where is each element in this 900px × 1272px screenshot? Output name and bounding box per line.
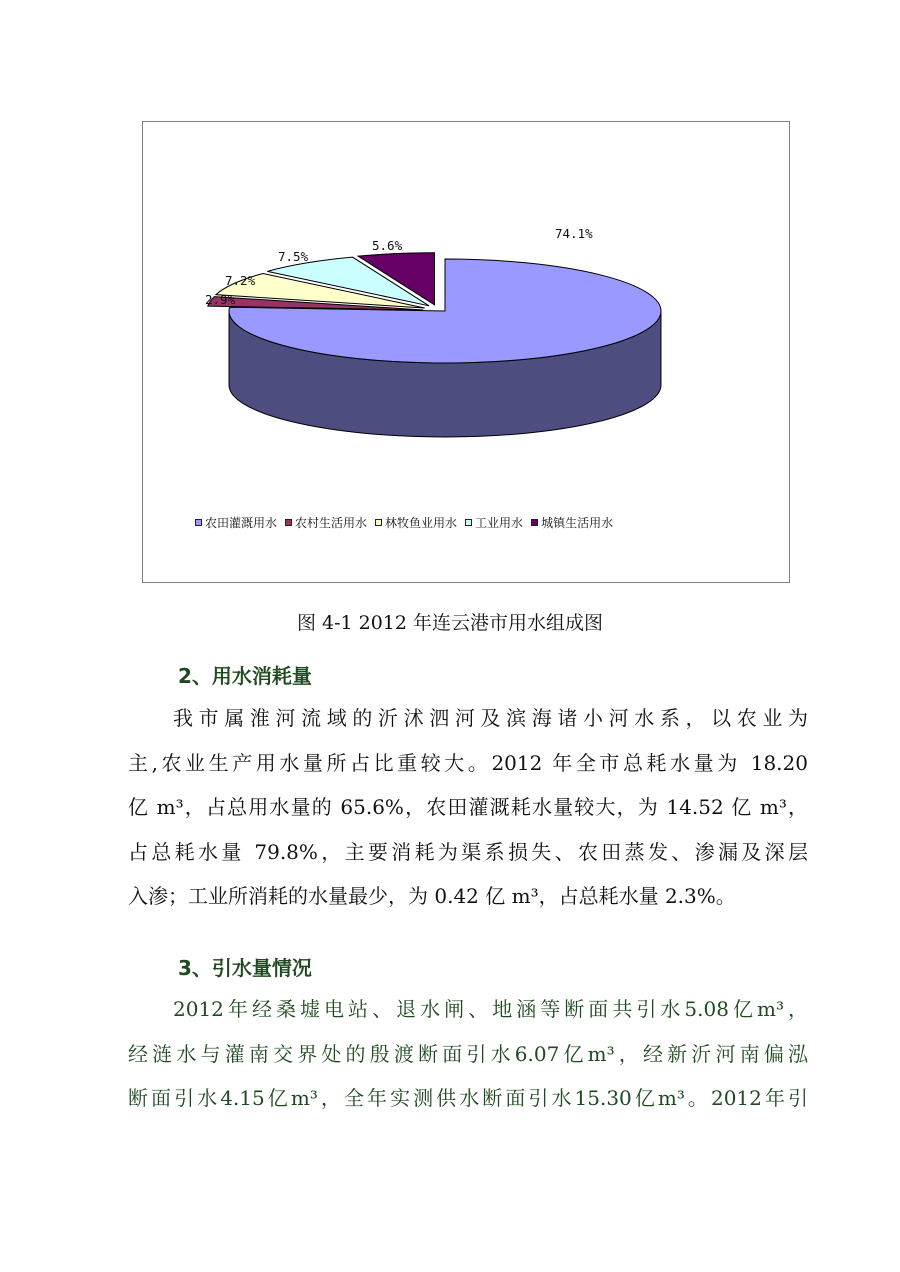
legend-label: 林牧鱼业用水 — [385, 516, 458, 530]
pie-chart-canvas — [143, 122, 789, 582]
legend-label: 城镇生活用水 — [541, 516, 614, 530]
legend-swatch — [285, 519, 292, 526]
pie-value-label-3: 7.2% — [225, 273, 256, 288]
legend-item — [531, 514, 613, 531]
paragraph-line: 亿 m³，占总用水量的 65.6%，农田灌溉耗水量较大，为 14.52 亿 m³， — [128, 795, 808, 819]
paragraph-line: 入渗；工业所消耗的水量最少，为 0.42 亿 m³，占总耗水量 2.3%。 — [128, 884, 736, 908]
figure-caption: 图 4-1 2012 年连云港市用水组成图 — [296, 612, 604, 634]
section-heading-diversion: 3、引水量情况 — [178, 956, 312, 980]
paragraph-line: 断面引水4.15亿m³，全年实测供水断面引水15.30亿m³。2012年引 — [128, 1086, 808, 1110]
legend-swatch — [375, 519, 382, 526]
legend-item — [195, 514, 277, 531]
legend-swatch — [195, 519, 202, 526]
legend-label: 农田灌溉用水 — [205, 516, 278, 530]
paragraph-line: 经涟水与灌南交界处的殷渡断面引水6.07亿m³，经新沂河南偏泓 — [128, 1041, 808, 1066]
legend-item — [285, 514, 367, 531]
legend-swatch — [531, 519, 538, 526]
paragraph-line: 主,农业生产用水量所占比重较大。2012 年全市总耗水量为 18.20 — [128, 750, 808, 775]
legend-item — [375, 514, 457, 531]
chart-legend — [195, 514, 621, 531]
pie-value-label-1: 74.1% — [555, 226, 593, 241]
paragraph-line: 我市属淮河流域的沂沭泗河及滨海诸小河水系，以农业为 — [173, 706, 808, 730]
pie-value-label-4: 7.5% — [278, 249, 309, 264]
legend-label: 工业用水 — [475, 516, 524, 530]
legend-item — [465, 514, 523, 531]
section-heading-consumption: 2、用水消耗量 — [178, 664, 312, 688]
paragraph-consumption — [128, 696, 808, 919]
pie-chart — [142, 121, 790, 583]
legend-label: 农村生活用水 — [295, 516, 368, 530]
legend-swatch — [465, 519, 472, 526]
pie-value-label-5: 5.6% — [372, 238, 403, 253]
paragraph-line: 2012年经桑墟电站、退水闸、地涵等断面共引水5.08亿m³， — [173, 997, 808, 1021]
pie-value-label-2: 2.9% — [205, 292, 236, 307]
pie-slices — [208, 253, 661, 437]
paragraph-diversion — [128, 987, 808, 1121]
paragraph-line: 占总耗水量 79.8%，主要消耗为渠系损失、农田蒸发、渗漏及深层 — [128, 839, 808, 864]
